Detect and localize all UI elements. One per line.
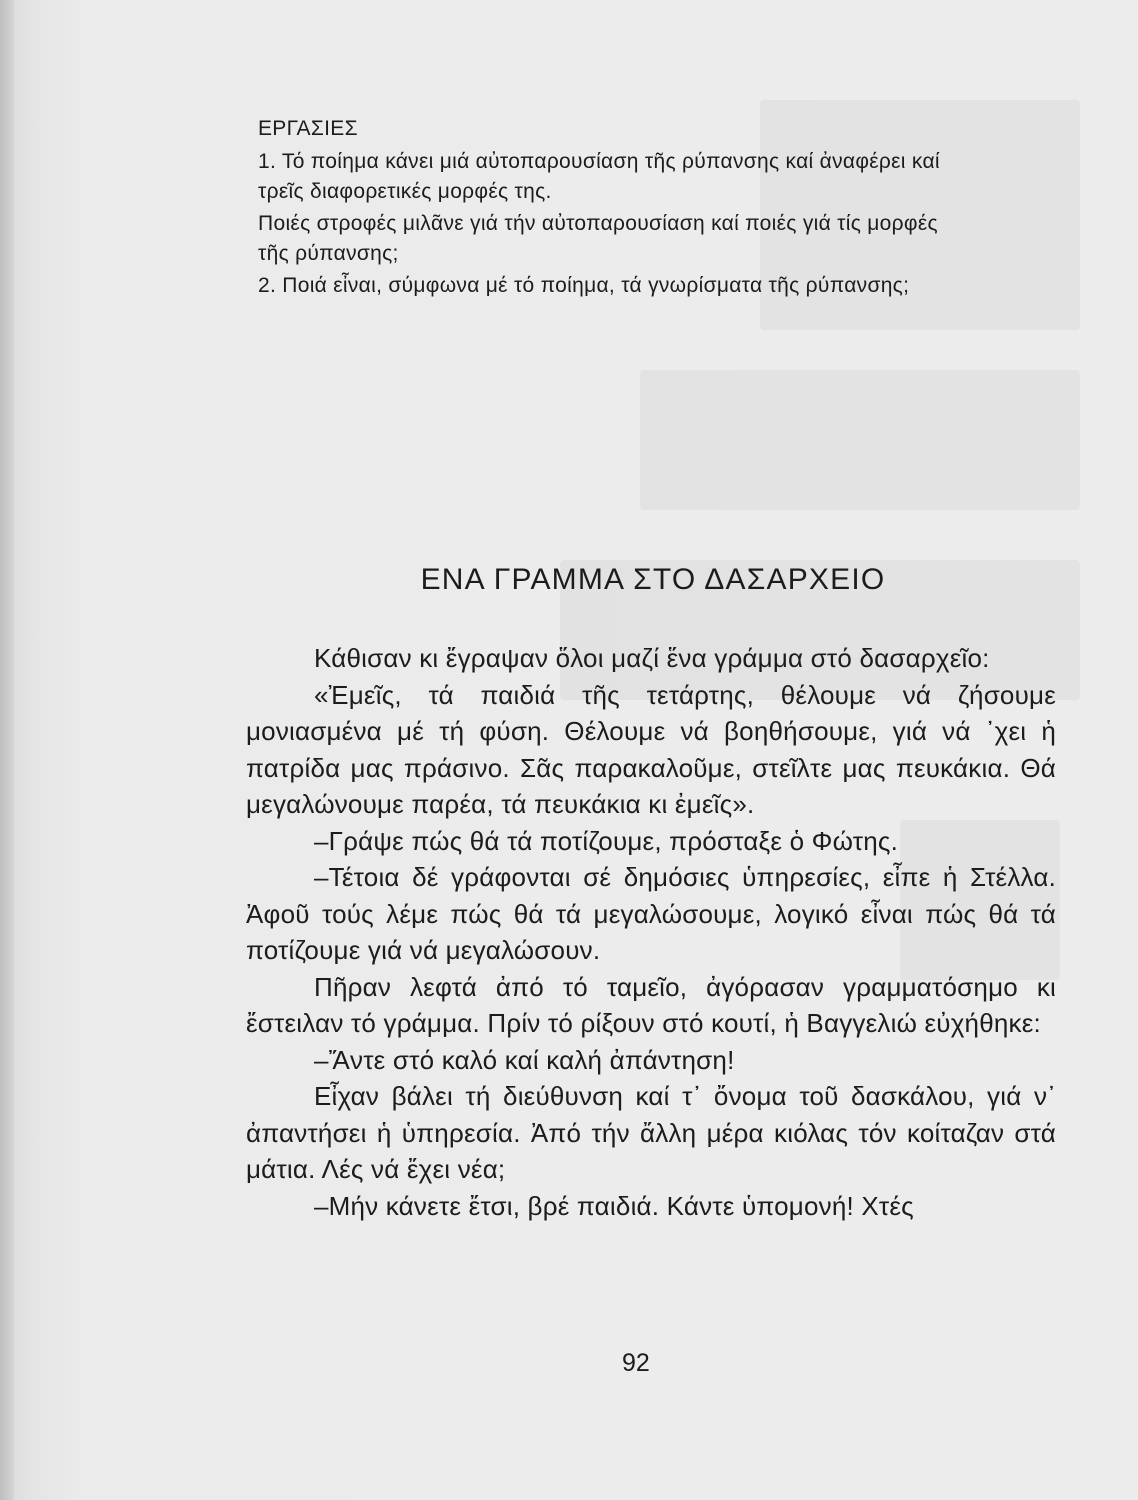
exercises-heading: ΕΡΓΑΣΙΕΣ	[258, 117, 358, 140]
story-paragraph: –Μήν κάνετε ἔτσι, βρέ παιδιά. Κάντε ὑπομονή! Χτές	[314, 1190, 914, 1221]
exercise-line: τρεῖς διαφορετικές μορφές της.	[258, 180, 552, 203]
story-paragraph: –Ἄντε στό καλό καί καλή ἀπάντηση!	[314, 1044, 735, 1075]
story-paragraph: –Γράψε πώς θά τά ποτίζουμε, πρόσταξε ὁ Φώτης.	[314, 825, 899, 856]
story-paragraph: Πῆραν λεφτά ἀπό τό ταμεῖο, ἀγόρασαν γραμματόσημο κι ἔστειλαν τό γράμμα. Πρίν τό ρίξουν στό κουτί, ἡ Βαγγελιώ εὐχήθηκε:	[246, 971, 1056, 1038]
story-title: ΕΝΑ ΓΡΑΜΜΑ ΣΤΟ ΔΑΣΑΡΧΕΙΟ	[420, 563, 886, 596]
exercise-line: 2. Ποιά εἶναι, σύμφωνα μέ τό ποίημα, τά γνωρίσματα τῆς ρύπανσης;	[258, 274, 910, 297]
show-through-block	[640, 370, 1080, 510]
exercise-line: τῆς ρύπανσης;	[258, 242, 399, 265]
exercise-line: Ποιές στροφές μιλᾶνε γιά τήν αὐτοπαρουσίαση καί ποιές γιά τίς μορφές	[258, 212, 938, 235]
story-paragraph: –Τέτοια δέ γράφονται σέ δημόσιες ὑπηρεσίες, εἶπε ἡ Στέλλα. Ἀφοῦ τούς λέμε πώς θά τά μεγαλώσουμε, λογικό εἶναι πώς θά τά ποτίζουμε γιά νά μεγαλώσουν.	[246, 862, 1056, 965]
story-paragraph: Εἶχαν βάλει τή διεύθυνση καί τ᾽ ὄνομα τοῦ δασκάλου, γιά ν᾽ ἀπαντήσει ἡ ὑπηρεσία. Ἀπό τήν ἄλλη μέρα κιόλας τόν κοίταζαν στά μάτια. Λές νά ἔχει νέα;	[246, 1081, 1056, 1184]
exercise-line: 1. Τό ποίημα κάνει μιά αὐτοπαρουσίαση τῆς ρύπανσης καί ἀναφέρει καί	[258, 150, 940, 173]
story-paragraph: «Ἐμεῖς, τά παιδιά τῆς τετάρτης, θέλουμε νά ζήσουμε μονιασμένα μέ τή φύση. Θέλουμε νά βοηθήσουμε, γιά νά ᾽χει ἡ πατρίδα μας πράσινο. Σᾶς παρακαλοῦμε, στεῖλτε μας πευκάκια. Θά μεγαλώνουμε παρέα, τά πευκάκια κι ἐμεῖς».	[246, 679, 1056, 819]
story-paragraph: Κάθισαν κι ἔγραψαν ὅλοι μαζί ἕνα γράμμα στό δασαρχεῖο:	[314, 643, 990, 673]
story-body	[246, 640, 1056, 1224]
exercises-section	[258, 114, 1068, 301]
page-number: 92	[622, 1349, 650, 1377]
page-binding-edge	[0, 0, 14, 1500]
